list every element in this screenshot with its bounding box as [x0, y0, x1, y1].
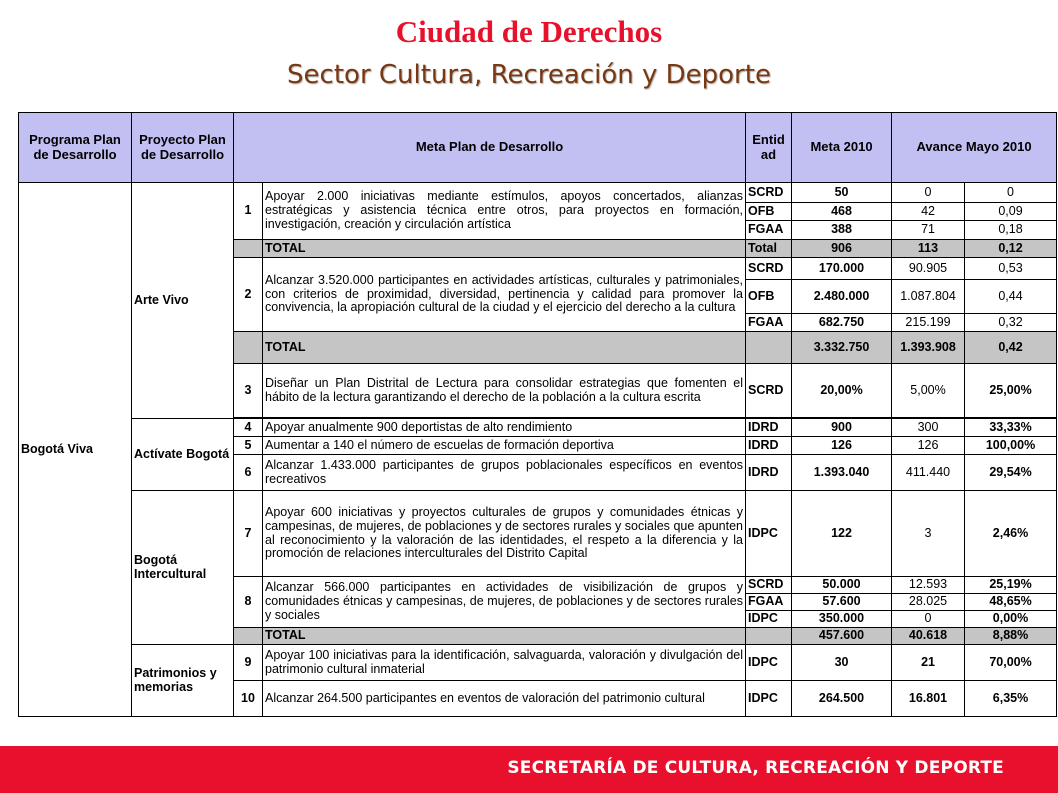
meta-number: 9 — [234, 645, 263, 681]
entity-cell: IDRD — [746, 455, 792, 491]
meta-2010-cell: 906 — [792, 240, 892, 258]
empty-cell — [746, 332, 792, 364]
meta-2010-cell: 30 — [792, 645, 892, 681]
programa-cell: Bogotá Viva — [19, 183, 132, 717]
meta-text: Alcanzar 566.000 participantes en actividades de visibilización de grupos y comunidades étnicas y campesinas, de mujeres, de poblaciones y de sectores rurales y sociales — [263, 577, 746, 628]
footer-bar — [0, 746, 1058, 793]
entity-cell: SCRD — [746, 577, 792, 594]
avance-cell: 411.440 — [892, 455, 965, 491]
table-row — [19, 183, 1057, 203]
entity-cell: OFB — [746, 203, 792, 221]
header-meta: Meta Plan de Desarrollo — [234, 113, 746, 183]
avance-pct-cell: 0,00% — [965, 611, 1057, 628]
avance-pct-cell: 70,00% — [965, 645, 1057, 681]
proyecto-cell: Bogotá Intercultural — [132, 491, 234, 645]
meta-2010-cell: 388 — [792, 221, 892, 240]
avance-cell: 90.905 — [892, 258, 965, 280]
avance-pct-cell: 0,32 — [965, 314, 1057, 332]
entity-cell: IDPC — [746, 681, 792, 717]
meta-text: Apoyar 2.000 iniciativas mediante estímulos, apoyos concertados, alianzas estratégicas y asistencia técnica entre otros, para proyectos en formación, investigación, creación y circulación artística — [263, 183, 746, 240]
avance-cell: 3 — [892, 491, 965, 577]
avance-cell: 126 — [892, 437, 965, 455]
meta-number: 2 — [234, 258, 263, 332]
header-meta-2010: Meta 2010 — [792, 113, 892, 183]
meta-text: Alcanzar 3.520.000 participantes en actividades artísticas, culturales y patrimoniales, con criterios de proximidad, diversidad, pertinencia y calidad para promover la convivencia, la apropiación cultural de la ciudad y el ejercicio del derecho a la cultura — [263, 258, 746, 332]
page-title: Ciudad de Derechos — [395, 14, 663, 49]
meta-number: 3 — [234, 364, 263, 418]
entity-cell: SCRD — [746, 258, 792, 280]
empty-cell — [234, 628, 263, 645]
avance-pct-cell: 6,35% — [965, 681, 1057, 717]
avance-cell: 40.618 — [892, 628, 965, 645]
entity-cell: SCRD — [746, 183, 792, 203]
table-row — [19, 419, 1057, 437]
entity-cell: IDRD — [746, 419, 792, 437]
goals-table — [18, 112, 1057, 717]
table-row — [19, 491, 1057, 577]
avance-pct-cell: 25,19% — [965, 577, 1057, 594]
avance-cell: 1.087.804 — [892, 280, 965, 314]
meta-2010-cell: 3.332.750 — [792, 332, 892, 364]
entity-cell: Total — [746, 240, 792, 258]
meta-2010-cell: 350.000 — [792, 611, 892, 628]
meta-2010-cell: 50 — [792, 183, 892, 203]
avance-pct-cell: 0,09 — [965, 203, 1057, 221]
meta-2010-cell: 122 — [792, 491, 892, 577]
proyecto-cell: Patrimonios y memorias — [132, 645, 234, 717]
entity-cell: FGAA — [746, 594, 792, 611]
total-label: TOTAL — [263, 332, 746, 364]
avance-pct-cell: 2,46% — [965, 491, 1057, 577]
entity-cell: IDPC — [746, 611, 792, 628]
avance-pct-cell: 8,88% — [965, 628, 1057, 645]
avance-pct-cell: 0,44 — [965, 280, 1057, 314]
meta-2010-cell: 57.600 — [792, 594, 892, 611]
entity-cell: IDPC — [746, 645, 792, 681]
header-programa: Programa Plan de Desarrollo — [19, 113, 132, 183]
meta-text: Alcanzar 264.500 participantes en eventos de valoración del patrimonio cultural — [263, 681, 746, 717]
proyecto-cell: Actívate Bogotá — [132, 419, 234, 491]
meta-2010-cell: 20,00% — [792, 364, 892, 418]
avance-pct-cell: 33,33% — [965, 419, 1057, 437]
avance-cell: 300 — [892, 419, 965, 437]
page-subtitle: Sector Cultura, Recreación y Deporte — [287, 60, 771, 90]
total-label: TOTAL — [263, 240, 746, 258]
avance-pct-cell: 29,54% — [965, 455, 1057, 491]
table-row — [19, 645, 1057, 681]
avance-cell: 16.801 — [892, 681, 965, 717]
avance-cell: 1.393.908 — [892, 332, 965, 364]
meta-number: 1 — [234, 183, 263, 240]
avance-cell: 12.593 — [892, 577, 965, 594]
table-header-row — [19, 113, 1057, 183]
avance-pct-cell: 0,18 — [965, 221, 1057, 240]
empty-cell — [234, 332, 263, 364]
header-proyecto: Proyecto Plan de Desarrollo — [132, 113, 234, 183]
avance-cell: 42 — [892, 203, 965, 221]
entity-cell: IDRD — [746, 437, 792, 455]
meta-number: 5 — [234, 437, 263, 455]
proyecto-cell: Arte Vivo — [132, 183, 234, 419]
meta-2010-cell: 126 — [792, 437, 892, 455]
avance-pct-cell: 0 — [965, 183, 1057, 203]
meta-2010-cell: 682.750 — [792, 314, 892, 332]
avance-pct-cell: 48,65% — [965, 594, 1057, 611]
meta-text: Apoyar 600 iniciativas y proyectos culturales de grupos y comunidades étnicas y campesinas, de mujeres, de poblaciones y de sectores rurales y sociales que apunten al reconocimiento y la valoración de las identidades, el respeto a la diferencia y la promoción de relaciones interculturales del Distrito Capital — [263, 491, 746, 577]
avance-cell: 113 — [892, 240, 965, 258]
meta-text: Apoyar anualmente 900 deportistas de alto rendimiento — [263, 419, 746, 437]
meta-number: 4 — [234, 419, 263, 437]
avance-cell: 28.025 — [892, 594, 965, 611]
meta-text: Diseñar un Plan Distrital de Lectura para consolidar estrategias que fomenten el hábito de la lectura garantizando el derecho de la población a la cultura escrita — [263, 364, 746, 418]
total-label: TOTAL — [263, 628, 746, 645]
meta-2010-cell: 1.393.040 — [792, 455, 892, 491]
avance-pct-cell: 100,00% — [965, 437, 1057, 455]
meta-2010-cell: 468 — [792, 203, 892, 221]
meta-text: Apoyar 100 iniciativas para la identificación, salvaguarda, valoración y divulgación del patrimonio cultural inmaterial — [263, 645, 746, 681]
header-entidad: Entid ad — [746, 113, 792, 183]
meta-number: 8 — [234, 577, 263, 628]
avance-cell: 5,00% — [892, 364, 965, 418]
meta-number: 10 — [234, 681, 263, 717]
entity-cell: SCRD — [746, 364, 792, 418]
empty-cell — [234, 240, 263, 258]
avance-cell: 71 — [892, 221, 965, 240]
meta-2010-cell: 170.000 — [792, 258, 892, 280]
entity-cell: IDPC — [746, 491, 792, 577]
avance-cell: 0 — [892, 611, 965, 628]
footer-text: SECRETARÍA DE CULTURA, RECREACIÓN Y DEPORTE — [507, 758, 1004, 778]
meta-2010-cell: 2.480.000 — [792, 280, 892, 314]
meta-number: 6 — [234, 455, 263, 491]
entity-cell: OFB — [746, 280, 792, 314]
meta-number: 7 — [234, 491, 263, 577]
entity-cell: FGAA — [746, 314, 792, 332]
header-avance: Avance Mayo 2010 — [892, 113, 1057, 183]
avance-pct-cell: 0,53 — [965, 258, 1057, 280]
meta-2010-cell: 264.500 — [792, 681, 892, 717]
meta-text: Aumentar a 140 el número de escuelas de formación deportiva — [263, 437, 746, 455]
avance-cell: 0 — [892, 183, 965, 203]
avance-cell: 215.199 — [892, 314, 965, 332]
empty-cell — [746, 628, 792, 645]
meta-2010-cell: 900 — [792, 419, 892, 437]
avance-pct-cell: 0,12 — [965, 240, 1057, 258]
meta-text: Alcanzar 1.433.000 participantes de grupos poblacionales específicos en eventos recreativos — [263, 455, 746, 491]
meta-2010-cell: 457.600 — [792, 628, 892, 645]
avance-pct-cell: 0,42 — [965, 332, 1057, 364]
avance-pct-cell: 25,00% — [965, 364, 1057, 418]
avance-cell: 21 — [892, 645, 965, 681]
meta-2010-cell: 50.000 — [792, 577, 892, 594]
entity-cell: FGAA — [746, 221, 792, 240]
